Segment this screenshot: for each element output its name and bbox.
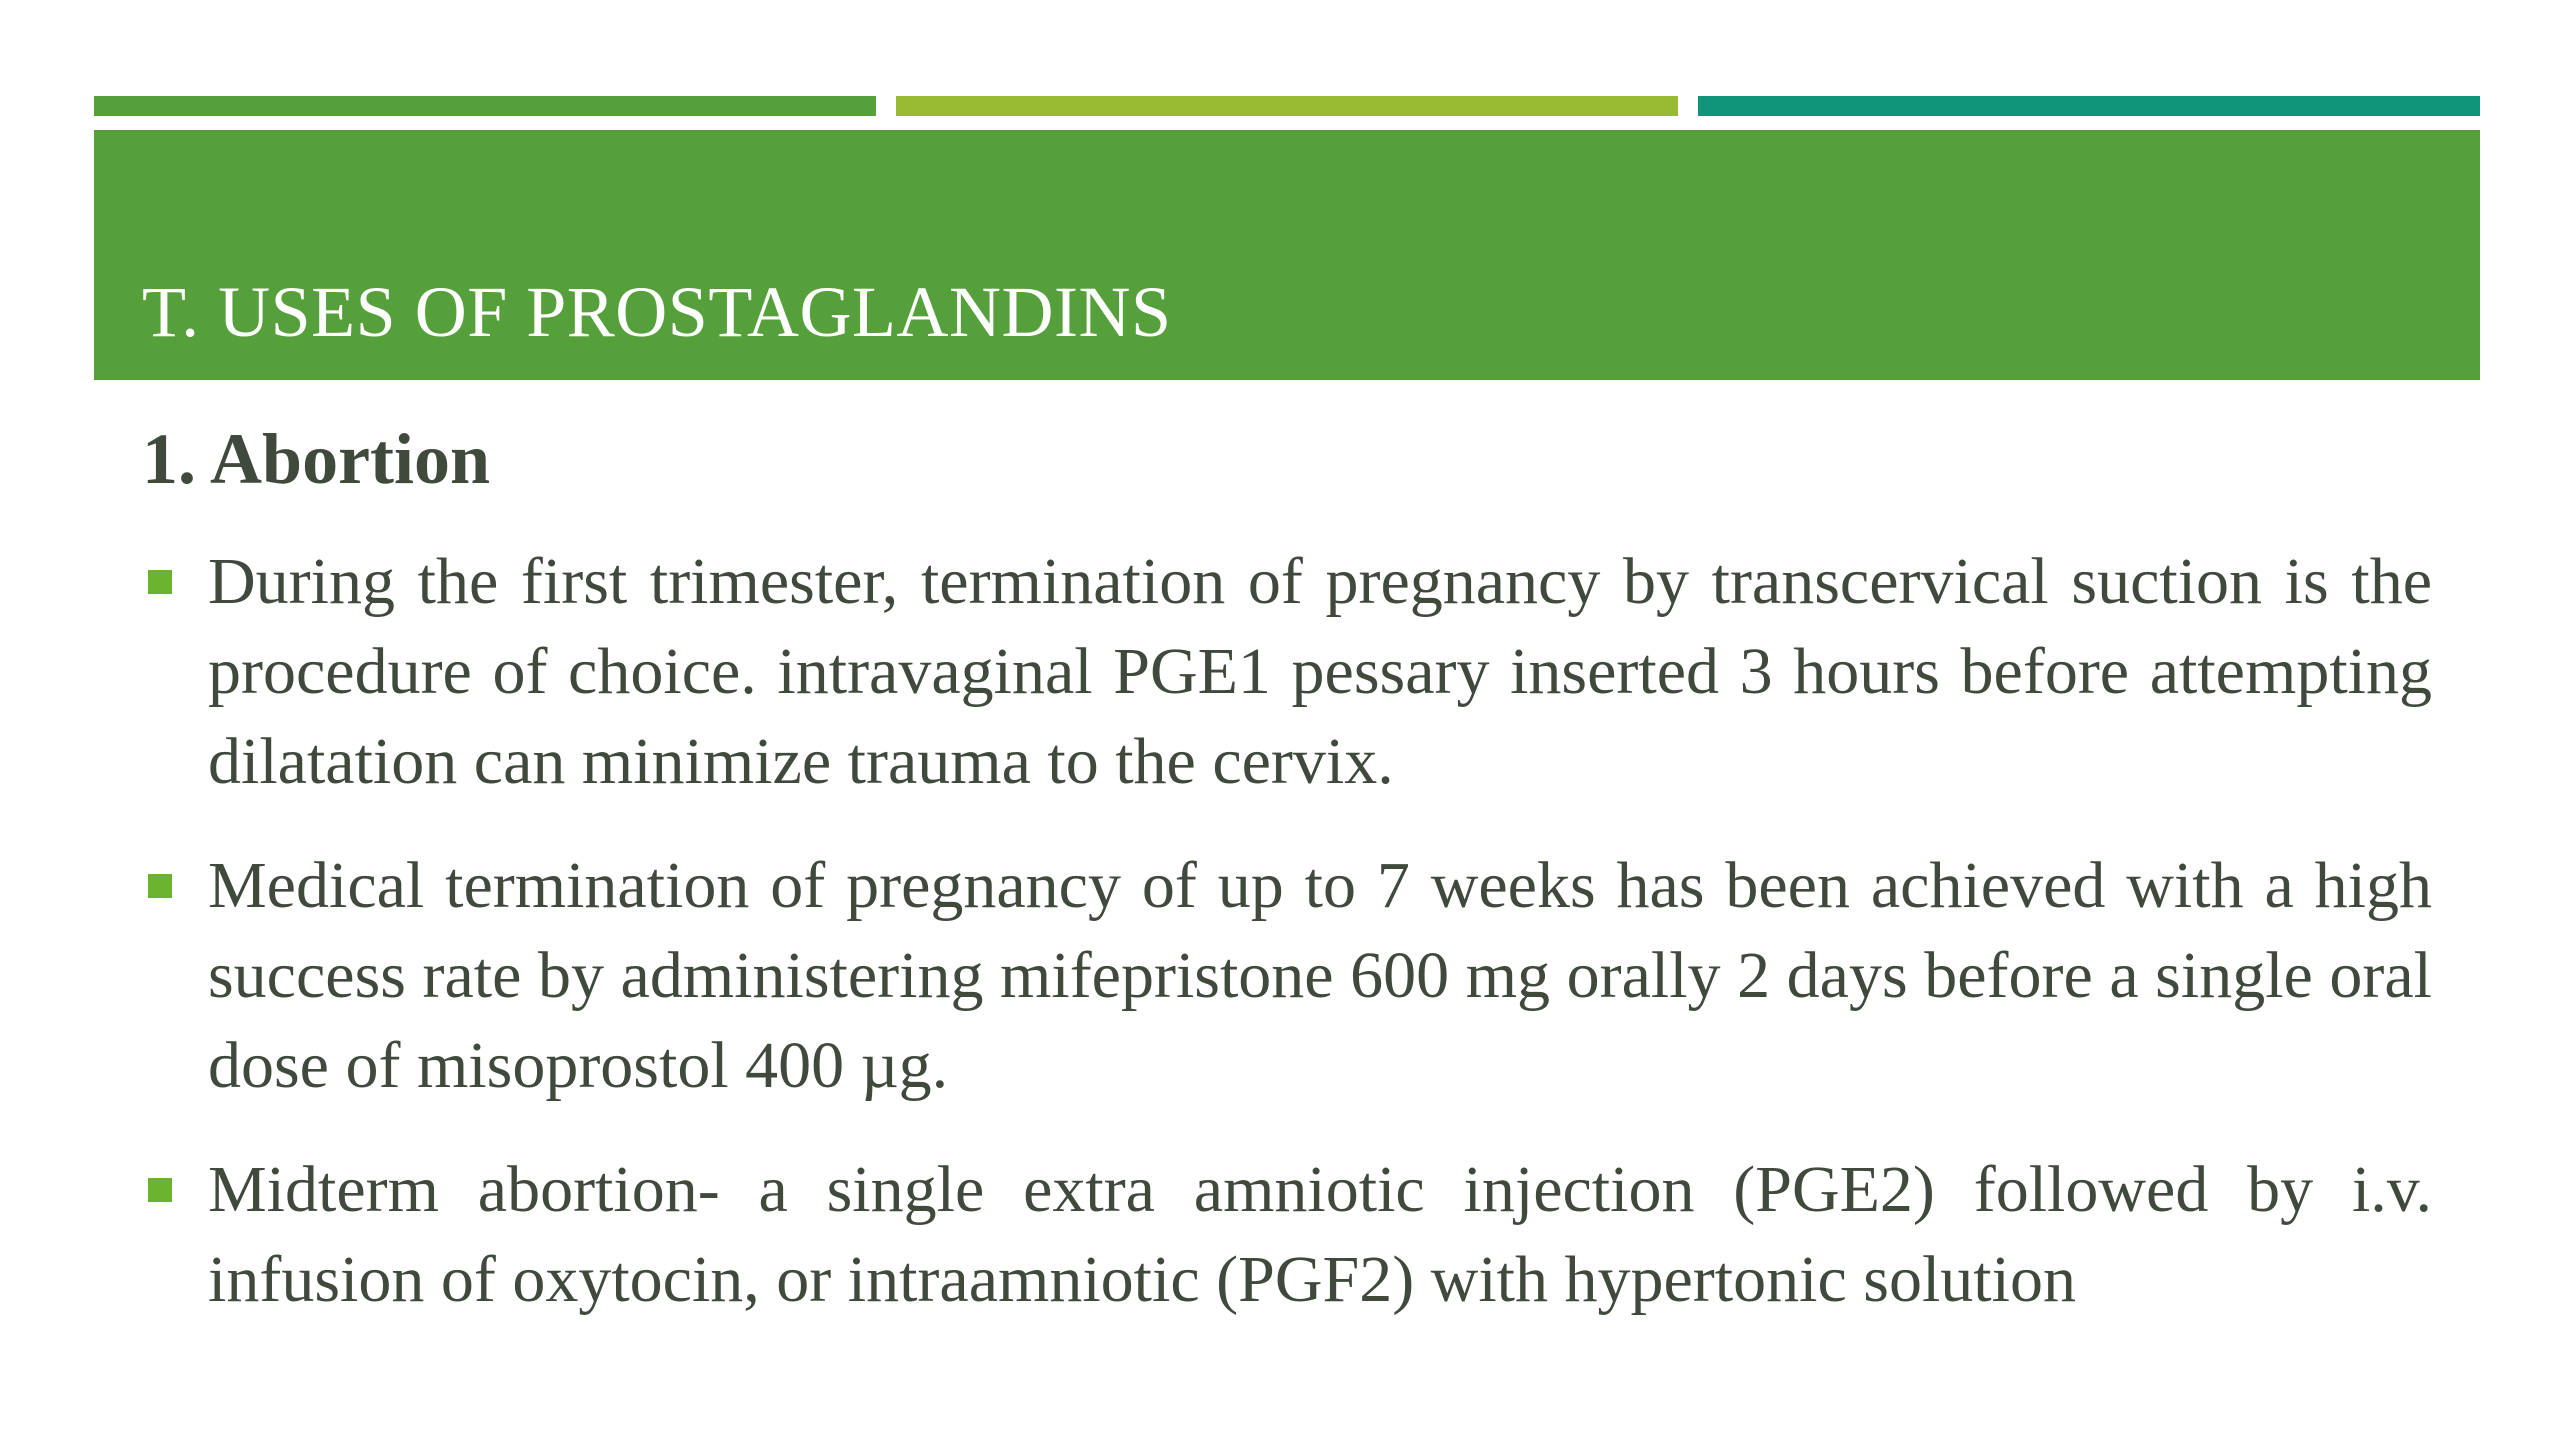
bullet-item: [142, 1145, 2432, 1325]
square-bullet-icon: [148, 570, 172, 594]
section-heading: 1. Abortion: [142, 419, 491, 499]
square-bullet-icon: [148, 874, 172, 898]
bullet-list: [142, 537, 2432, 1325]
bullet-text: Medical termination of pregnancy of up to 7 weeks has been achieved with a high success rate by administering mifepristone 600 mg orally 2 days before a single oral dose of misoprostol 400 µg.: [208, 849, 2432, 1103]
slide-content: [142, 420, 2432, 1359]
accent-bar-lime: [896, 96, 1678, 116]
accent-bar-teal: [1698, 96, 2480, 116]
accent-bar-green: [94, 96, 876, 116]
bullet-item: [142, 537, 2432, 807]
square-bullet-icon: [148, 1178, 172, 1202]
bullet-text: Midterm abortion- a single extra amniotic injection (PGE2) followed by i.v. infusion of oxytocin, or intraamniotic (PGF2) with hypertonic solution: [208, 1153, 2432, 1317]
title-banner: [94, 130, 2480, 380]
slide-title: T. USES OF PROSTAGLANDINS: [142, 272, 1172, 352]
bullet-item: [142, 841, 2432, 1111]
bullet-text: During the first trimester, termination of pregnancy by transcervical suction is the procedure of choice. intravaginal PGE1 pessary inserted 3 hours before attempting dilatation can minimize trauma to the cervix.: [208, 545, 2432, 799]
